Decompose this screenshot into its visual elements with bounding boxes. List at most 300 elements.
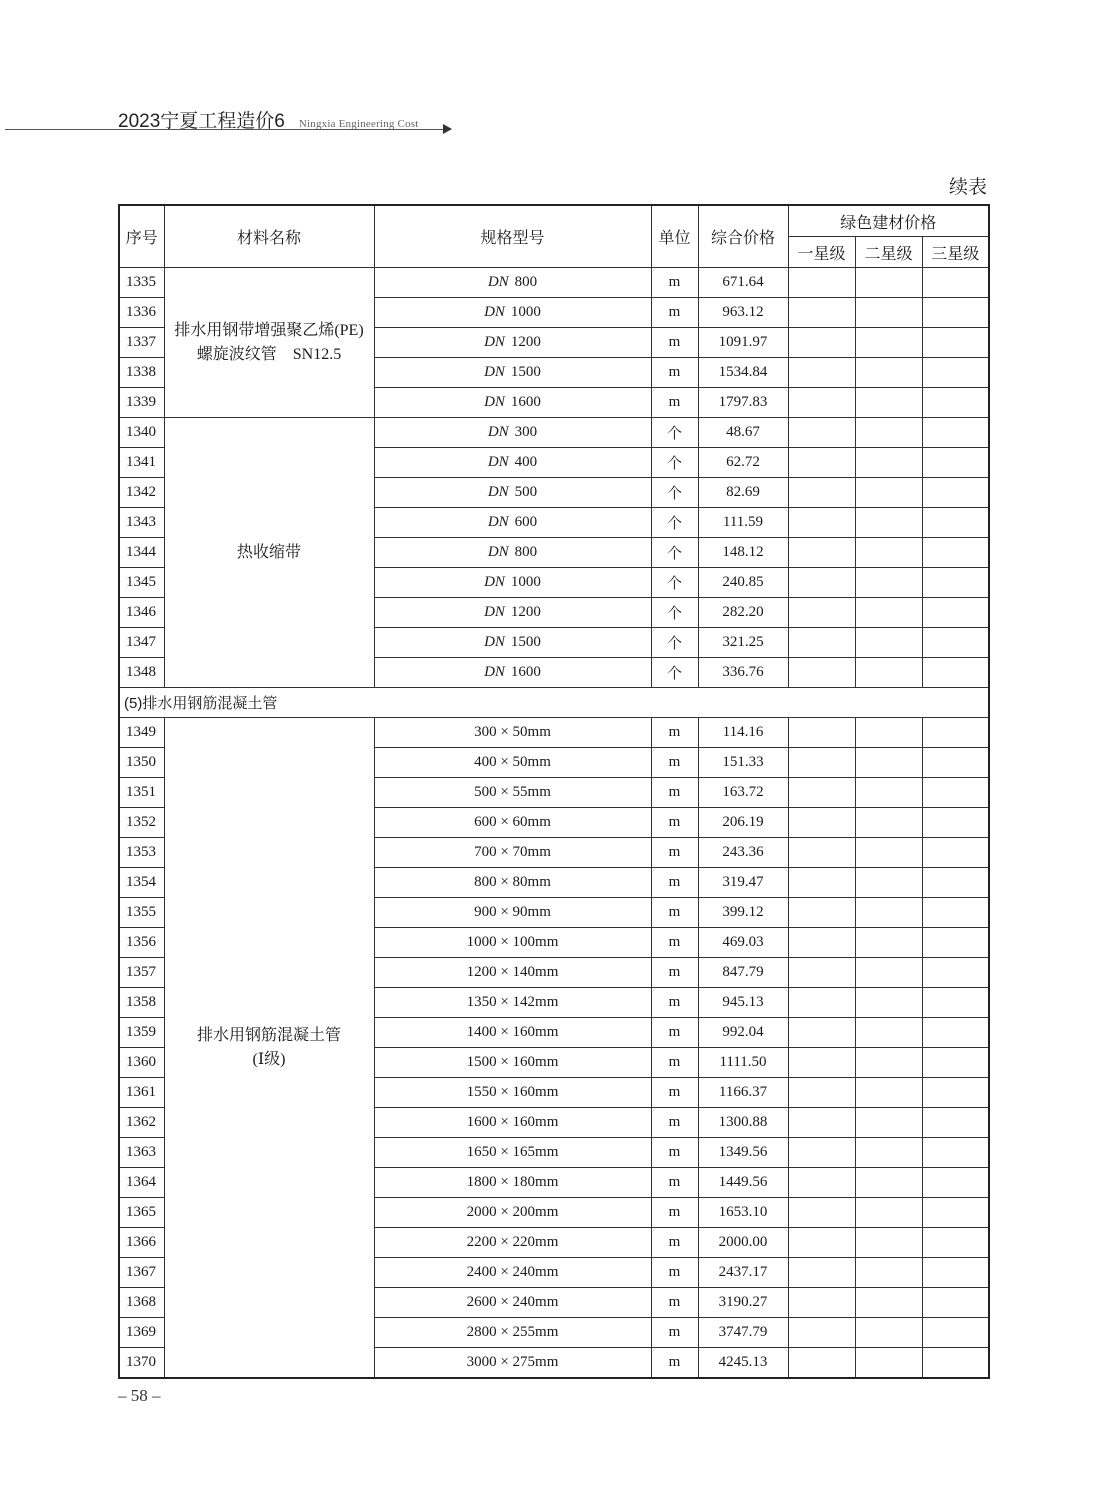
cell-unit: 个 — [651, 538, 698, 568]
cell-price: 847.79 — [698, 958, 788, 988]
cell-spec — [374, 1078, 651, 1108]
cell-star2 — [855, 1288, 922, 1318]
cell-unit: m — [651, 1198, 698, 1228]
cell-spec — [374, 808, 651, 838]
cell-star3 — [922, 1018, 989, 1048]
cell-star2 — [855, 988, 922, 1018]
header-unit: 单位 — [651, 205, 698, 268]
spec-value: 2800 × 255mm — [466, 1324, 559, 1340]
table-row — [119, 268, 989, 298]
cell-star2 — [855, 1348, 922, 1379]
header-name: 材料名称 — [164, 205, 374, 268]
cell-star1 — [788, 328, 855, 358]
cell-spec — [374, 838, 651, 868]
cell-star1 — [788, 508, 855, 538]
cell-star1 — [788, 1018, 855, 1048]
cell-price: 1653.10 — [698, 1198, 788, 1228]
cell-unit: m — [651, 1138, 698, 1168]
header-seq: 序号 — [119, 205, 164, 268]
header-price: 综合价格 — [698, 205, 788, 268]
cell-star3 — [922, 988, 989, 1018]
spec-value: 500 × 55mm — [474, 784, 551, 800]
spec-value: 1550 × 160mm — [466, 1084, 559, 1100]
cell-star2 — [855, 448, 922, 478]
spec-prefix: DN — [487, 514, 509, 530]
cell-price: 151.33 — [698, 748, 788, 778]
cell-star1 — [788, 1198, 855, 1228]
cell-star1 — [788, 1108, 855, 1138]
cell-seq: 1335 — [119, 268, 164, 298]
cell-star1 — [788, 808, 855, 838]
spec-value: 2400 × 240mm — [466, 1264, 559, 1280]
cell-seq: 1355 — [119, 898, 164, 928]
cell-spec — [374, 538, 651, 568]
cell-price: 1111.50 — [698, 1048, 788, 1078]
spec-prefix: DN — [484, 394, 505, 410]
cell-star1 — [788, 1258, 855, 1288]
spec-value: 1800 × 180mm — [466, 1174, 559, 1190]
cell-star2 — [855, 748, 922, 778]
spec-value: 1600 — [510, 394, 541, 410]
cell-star3 — [922, 298, 989, 328]
cell-price: 3747.79 — [698, 1318, 788, 1348]
cell-spec — [374, 448, 651, 478]
cell-seq: 1343 — [119, 508, 164, 538]
cell-unit: m — [651, 748, 698, 778]
cell-price: 319.47 — [698, 868, 788, 898]
cell-star3 — [922, 388, 989, 418]
cell-star1 — [788, 418, 855, 448]
cell-unit: m — [651, 1258, 698, 1288]
cell-spec — [374, 388, 651, 418]
table-row — [119, 718, 989, 748]
cell-spec — [374, 1138, 651, 1168]
cell-star1 — [788, 388, 855, 418]
cell-spec — [374, 1108, 651, 1138]
cell-star3 — [922, 268, 989, 298]
cell-star1 — [788, 658, 855, 688]
cell-star1 — [788, 1168, 855, 1198]
cell-star2 — [855, 868, 922, 898]
cell-price: 48.67 — [698, 418, 788, 448]
cell-star2 — [855, 658, 922, 688]
spec-value: 2000 × 200mm — [466, 1204, 559, 1220]
cell-material-name — [164, 268, 374, 418]
cell-star2 — [855, 808, 922, 838]
cell-seq: 1364 — [119, 1168, 164, 1198]
cell-star2 — [855, 718, 922, 748]
cell-price: 2000.00 — [698, 1228, 788, 1258]
cell-star3 — [922, 808, 989, 838]
cell-spec — [374, 298, 651, 328]
cell-star2 — [855, 1108, 922, 1138]
cell-unit: m — [651, 1318, 698, 1348]
spec-value: 700 × 70mm — [474, 844, 551, 860]
cell-star2 — [855, 328, 922, 358]
cell-spec — [374, 868, 651, 898]
cell-star1 — [788, 568, 855, 598]
cell-seq: 1337 — [119, 328, 164, 358]
cell-unit: m — [651, 1108, 698, 1138]
cell-price: 1349.56 — [698, 1138, 788, 1168]
cell-star2 — [855, 1168, 922, 1198]
spec-value: 500 — [514, 484, 538, 500]
cell-star2 — [855, 1018, 922, 1048]
cell-price: 399.12 — [698, 898, 788, 928]
spec-value: 600 × 60mm — [474, 814, 551, 830]
cell-unit: 个 — [651, 478, 698, 508]
cell-star3 — [922, 898, 989, 928]
cell-price: 1534.84 — [698, 358, 788, 388]
journal-subtitle: Ningxia Engineering Cost — [298, 118, 419, 130]
cell-spec — [374, 628, 651, 658]
cell-star3 — [922, 1108, 989, 1138]
cell-star2 — [855, 418, 922, 448]
section-row — [119, 688, 989, 718]
spec-value: 800 × 80mm — [474, 874, 551, 890]
cell-star1 — [788, 1228, 855, 1258]
cell-seq: 1363 — [119, 1138, 164, 1168]
cell-star1 — [788, 628, 855, 658]
cell-spec — [374, 478, 651, 508]
cell-star2 — [855, 268, 922, 298]
cell-unit: m — [651, 808, 698, 838]
arrow-right-icon — [443, 124, 452, 134]
cell-spec — [374, 988, 651, 1018]
cell-star1 — [788, 868, 855, 898]
cell-seq: 1348 — [119, 658, 164, 688]
spec-value: 1000 × 100mm — [466, 934, 559, 950]
cell-star3 — [922, 778, 989, 808]
cell-unit: m — [651, 1228, 698, 1258]
cell-star3 — [922, 508, 989, 538]
cell-star3 — [922, 598, 989, 628]
cell-spec — [374, 1198, 651, 1228]
cell-star1 — [788, 1078, 855, 1108]
cell-unit: m — [651, 958, 698, 988]
cell-spec — [374, 328, 651, 358]
cell-price: 243.36 — [698, 838, 788, 868]
cell-spec — [374, 268, 651, 298]
cell-unit: 个 — [651, 508, 698, 538]
cell-star3 — [922, 1288, 989, 1318]
cell-unit: 个 — [651, 568, 698, 598]
spec-value: 300 — [514, 424, 538, 440]
cell-seq: 1347 — [119, 628, 164, 658]
cell-spec — [374, 598, 651, 628]
header-star3: 三星级 — [922, 237, 989, 268]
cell-star3 — [922, 1198, 989, 1228]
cell-star3 — [922, 658, 989, 688]
cell-unit: m — [651, 298, 698, 328]
cell-spec — [374, 898, 651, 928]
spec-prefix: DN — [484, 304, 505, 320]
spec-prefix: DN — [484, 334, 505, 350]
cell-star3 — [922, 1078, 989, 1108]
cell-material-name — [164, 418, 374, 688]
table-row — [119, 418, 989, 448]
cell-spec — [374, 508, 651, 538]
cell-price: 1166.37 — [698, 1078, 788, 1108]
cell-star2 — [855, 568, 922, 598]
cell-star1 — [788, 478, 855, 508]
cell-seq: 1340 — [119, 418, 164, 448]
spec-prefix: DN — [487, 274, 509, 290]
cell-seq: 1359 — [119, 1018, 164, 1048]
cell-price: 671.64 — [698, 268, 788, 298]
cell-star2 — [855, 898, 922, 928]
cell-spec — [374, 928, 651, 958]
cell-seq: 1365 — [119, 1198, 164, 1228]
cell-star1 — [788, 958, 855, 988]
cell-spec — [374, 1348, 651, 1379]
cell-star3 — [922, 358, 989, 388]
cell-seq: 1354 — [119, 868, 164, 898]
cell-price: 111.59 — [698, 508, 788, 538]
cell-star2 — [855, 1138, 922, 1168]
cell-star1 — [788, 1138, 855, 1168]
page-number: – 58 – — [118, 1386, 161, 1405]
spec-prefix: DN — [484, 664, 505, 680]
cell-star3 — [922, 448, 989, 478]
cell-spec — [374, 1258, 651, 1288]
section-title: (5)排水用钢筋混凝土管 — [119, 688, 989, 718]
cell-star3 — [922, 1318, 989, 1348]
cell-spec — [374, 1168, 651, 1198]
price-table — [118, 204, 990, 1379]
spec-value: 600 — [514, 514, 538, 530]
cell-star3 — [922, 1168, 989, 1198]
cell-price: 240.85 — [698, 568, 788, 598]
cell-star2 — [855, 508, 922, 538]
cell-unit: 个 — [651, 598, 698, 628]
cell-star1 — [788, 298, 855, 328]
cell-seq: 1350 — [119, 748, 164, 778]
material-name-line: 排水用钢筋混凝土管 — [196, 1026, 341, 1044]
cell-star3 — [922, 748, 989, 778]
spec-value: 1650 × 165mm — [466, 1144, 559, 1160]
cell-seq: 1341 — [119, 448, 164, 478]
cell-star2 — [855, 478, 922, 508]
cell-seq: 1356 — [119, 928, 164, 958]
cell-seq: 1357 — [119, 958, 164, 988]
cell-price: 1091.97 — [698, 328, 788, 358]
cell-unit: m — [651, 328, 698, 358]
cell-price: 4245.13 — [698, 1348, 788, 1379]
cell-star2 — [855, 538, 922, 568]
spec-value: 800 — [514, 274, 538, 290]
cell-seq: 1366 — [119, 1228, 164, 1258]
cell-price: 282.20 — [698, 598, 788, 628]
spec-value: 1200 × 140mm — [466, 964, 559, 980]
cell-seq: 1346 — [119, 598, 164, 628]
cell-star2 — [855, 928, 922, 958]
cell-star2 — [855, 838, 922, 868]
spec-value: 1000 — [510, 304, 541, 320]
cell-seq: 1358 — [119, 988, 164, 1018]
spec-prefix: DN — [487, 424, 509, 440]
cell-star1 — [788, 898, 855, 928]
cell-price: 114.16 — [698, 718, 788, 748]
cell-spec — [374, 1228, 651, 1258]
cell-star3 — [922, 1228, 989, 1258]
cell-seq: 1352 — [119, 808, 164, 838]
cell-unit: m — [651, 358, 698, 388]
cell-unit: m — [651, 868, 698, 898]
spec-value: 1500 — [510, 364, 541, 380]
spec-prefix: DN — [487, 454, 509, 470]
spec-prefix: DN — [484, 634, 505, 650]
continued-label: 续表 — [949, 177, 988, 198]
cell-star1 — [788, 988, 855, 1018]
cell-star2 — [855, 1048, 922, 1078]
cell-star3 — [922, 478, 989, 508]
spec-value: 1500 × 160mm — [466, 1054, 559, 1070]
spec-value: 1350 × 142mm — [466, 994, 559, 1010]
cell-star3 — [922, 1258, 989, 1288]
cell-star1 — [788, 748, 855, 778]
cell-price: 321.25 — [698, 628, 788, 658]
cell-star2 — [855, 388, 922, 418]
cell-star1 — [788, 1048, 855, 1078]
cell-seq: 1367 — [119, 1258, 164, 1288]
material-name-line: 螺旋波纹管 SN12.5 — [196, 345, 342, 363]
cell-price: 62.72 — [698, 448, 788, 478]
spec-value: 1000 — [510, 574, 541, 590]
cell-price: 1449.56 — [698, 1168, 788, 1198]
header-star2: 二星级 — [855, 237, 922, 268]
spec-prefix: DN — [487, 484, 509, 500]
cell-unit: m — [651, 988, 698, 1018]
cell-material-name — [164, 718, 374, 1379]
cell-star2 — [855, 358, 922, 388]
spec-value: 800 — [514, 544, 538, 560]
cell-star3 — [922, 538, 989, 568]
cell-seq: 1369 — [119, 1318, 164, 1348]
cell-unit: m — [651, 1168, 698, 1198]
cell-star3 — [922, 1348, 989, 1379]
cell-spec — [374, 568, 651, 598]
cell-seq: 1368 — [119, 1288, 164, 1318]
cell-unit: m — [651, 1288, 698, 1318]
header-star1: 一星级 — [788, 237, 855, 268]
cell-spec — [374, 778, 651, 808]
material-name-line: 热收缩带 — [236, 543, 301, 561]
cell-star1 — [788, 928, 855, 958]
cell-seq: 1345 — [119, 568, 164, 598]
cell-price: 82.69 — [698, 478, 788, 508]
spec-value: 3000 × 275mm — [466, 1354, 559, 1370]
spec-value: 1600 — [510, 664, 541, 680]
cell-spec — [374, 658, 651, 688]
spec-prefix: DN — [484, 604, 505, 620]
header-row — [119, 205, 989, 237]
cell-star3 — [922, 838, 989, 868]
cell-star1 — [788, 1348, 855, 1379]
cell-star2 — [855, 1198, 922, 1228]
cell-price: 1300.88 — [698, 1108, 788, 1138]
cell-unit: m — [651, 1348, 698, 1379]
cell-unit: m — [651, 1078, 698, 1108]
cell-star3 — [922, 718, 989, 748]
cell-star2 — [855, 298, 922, 328]
cell-spec — [374, 1318, 651, 1348]
cell-star1 — [788, 1288, 855, 1318]
cell-price: 336.76 — [698, 658, 788, 688]
cell-seq: 1339 — [119, 388, 164, 418]
header-green-price: 绿色建材价格 — [788, 205, 989, 237]
cell-seq: 1349 — [119, 718, 164, 748]
cell-price: 148.12 — [698, 538, 788, 568]
cell-star2 — [855, 778, 922, 808]
cell-seq: 1336 — [119, 298, 164, 328]
cell-star3 — [922, 1048, 989, 1078]
cell-unit: 个 — [651, 628, 698, 658]
spec-value: 1400 × 160mm — [466, 1024, 559, 1040]
cell-seq: 1342 — [119, 478, 164, 508]
cell-star1 — [788, 268, 855, 298]
cell-star3 — [922, 568, 989, 598]
cell-price: 945.13 — [698, 988, 788, 1018]
spec-value: 400 — [514, 454, 538, 470]
cell-price: 3190.27 — [698, 1288, 788, 1318]
cell-star2 — [855, 1228, 922, 1258]
spec-value: 1200 — [510, 604, 541, 620]
cell-unit: m — [651, 898, 698, 928]
cell-spec — [374, 718, 651, 748]
cell-star3 — [922, 868, 989, 898]
material-name-line: (Ⅰ级) — [252, 1050, 286, 1068]
cell-unit: m — [651, 778, 698, 808]
cell-unit: m — [651, 388, 698, 418]
cell-unit: m — [651, 718, 698, 748]
cell-star1 — [788, 598, 855, 628]
cell-unit: m — [651, 838, 698, 868]
cell-star1 — [788, 718, 855, 748]
cell-price: 206.19 — [698, 808, 788, 838]
cell-price: 992.04 — [698, 1018, 788, 1048]
spec-value: 1200 — [510, 334, 541, 350]
cell-seq: 1370 — [119, 1348, 164, 1379]
spec-value: 1600 × 160mm — [466, 1114, 559, 1130]
cell-star3 — [922, 328, 989, 358]
spec-value: 1500 — [510, 634, 541, 650]
cell-price: 1797.83 — [698, 388, 788, 418]
cell-star1 — [788, 838, 855, 868]
material-name-line: 排水用钢带增强聚乙烯(PE) — [174, 321, 364, 339]
cell-star2 — [855, 1318, 922, 1348]
spec-value: 300 × 50mm — [474, 724, 551, 740]
spec-value: 400 × 50mm — [474, 754, 551, 770]
cell-star2 — [855, 1078, 922, 1108]
cell-spec — [374, 958, 651, 988]
cell-unit: m — [651, 1048, 698, 1078]
cell-spec — [374, 418, 651, 448]
cell-price: 469.03 — [698, 928, 788, 958]
cell-seq: 1338 — [119, 358, 164, 388]
table-body — [119, 268, 989, 1379]
cell-spec — [374, 748, 651, 778]
cell-star3 — [922, 1138, 989, 1168]
spec-prefix: DN — [487, 544, 509, 560]
cell-star1 — [788, 778, 855, 808]
cell-spec — [374, 358, 651, 388]
cell-seq: 1353 — [119, 838, 164, 868]
cell-unit: 个 — [651, 658, 698, 688]
cell-seq: 1362 — [119, 1108, 164, 1138]
cell-seq: 1344 — [119, 538, 164, 568]
cell-star3 — [922, 958, 989, 988]
